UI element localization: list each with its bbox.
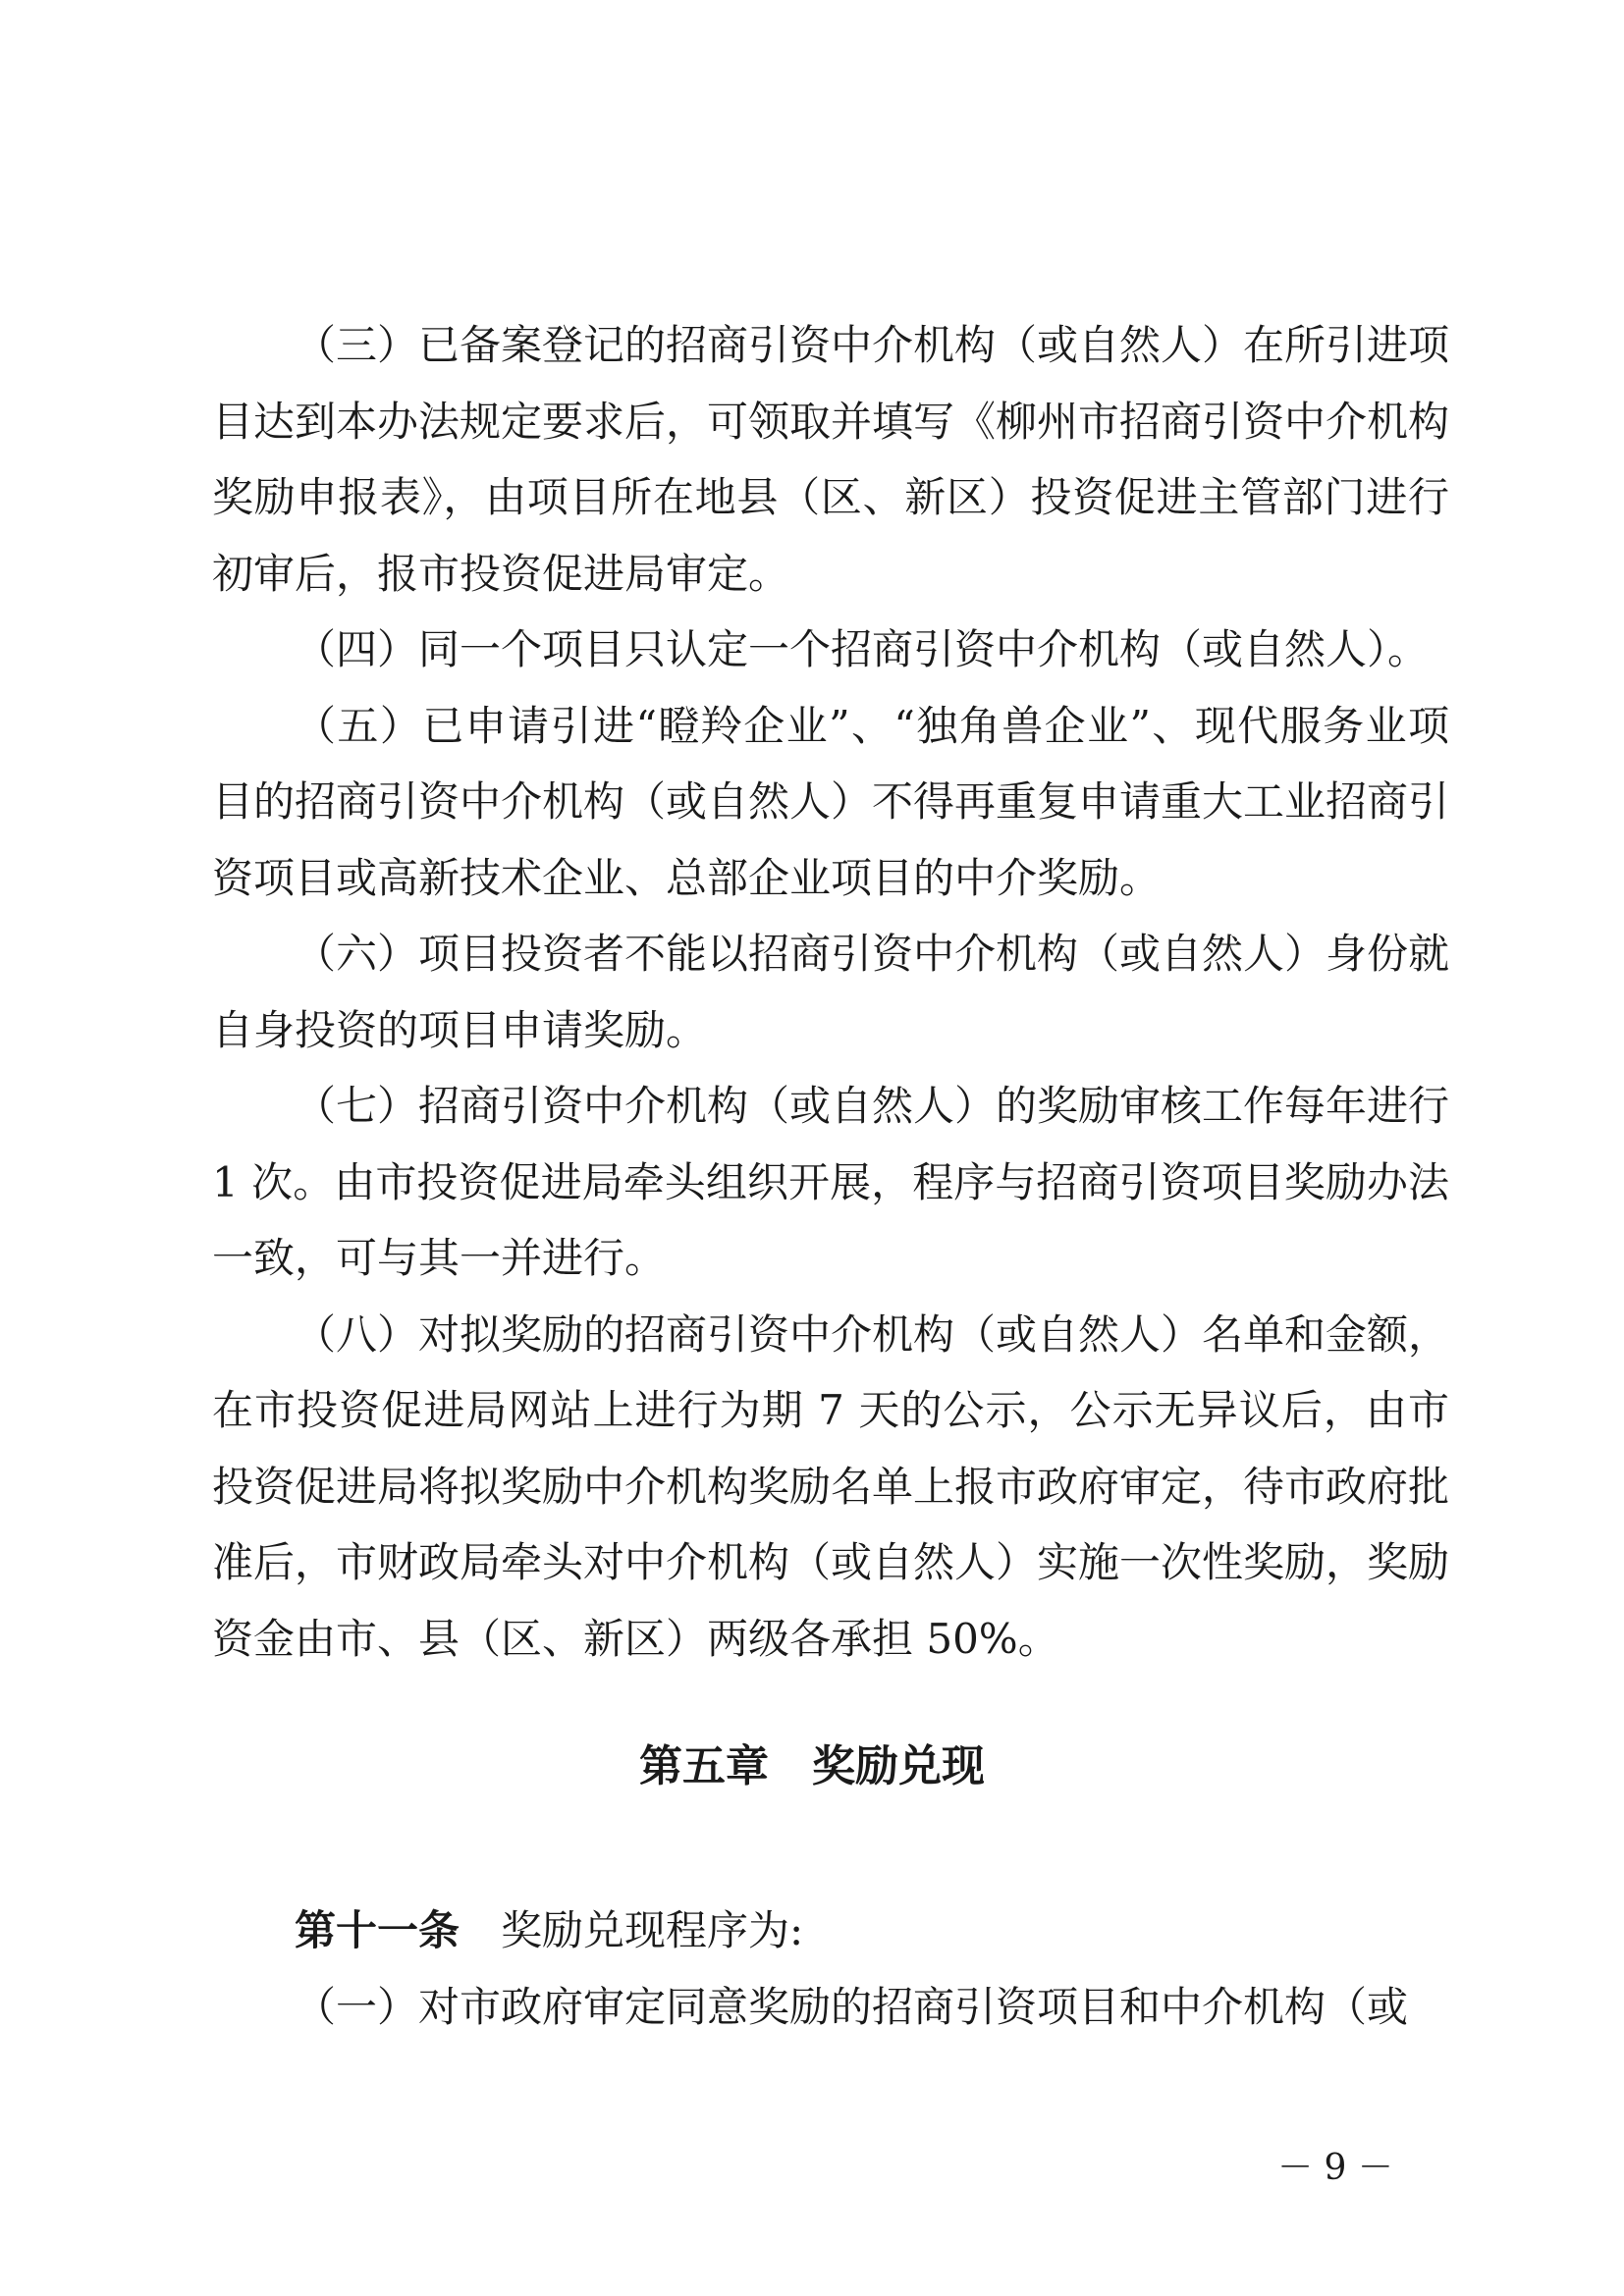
paragraph-3: （三）已备案登记的招商引资中介机构（或自然人）在所引进项目达到本办法规定要求后，可领取并填写《柳州市招商引资中介机构奖励申报表》，由项目所在地县（区、新区）投资促进主管部门进行初审后，报市投资促进局审定。 <box>212 321 1450 598</box>
paragraph-7: （七）招商引资中介机构（或自然人）的奖励审核工作每年进行 1 次。由市投资促进局牵头组织开展，程序与招商引资项目奖励办法一致，可与其一并进行。 <box>212 1082 1450 1282</box>
paragraph-5: （五）已申请引进“瞪羚企业”、“独角兽企业”、现代服务业项目的招商引资中介机构（或自然人）不得再重复申请重大工业招商引资项目或高新技术企业、总部企业项目的中介奖励。 <box>212 701 1450 902</box>
paragraph-4: （四）同一个项目只认定一个招商引资中介机构（或自然人）。 <box>295 625 1430 673</box>
article-label: 第十一条 <box>295 1906 460 1954</box>
chapter-heading: 第五章 奖励兑现 <box>639 1741 985 1791</box>
article-section <box>212 1893 1449 2045</box>
article-text: 奖励兑现程序为: <box>460 1906 804 1954</box>
body-text <box>212 307 1449 1677</box>
page-number: － 9 － <box>1277 2148 1393 2188</box>
paragraph-6: （六）项目投资者不能以招商引资中介机构（或自然人）身份就自身投资的项目申请奖励。 <box>212 930 1450 1054</box>
article-11 <box>212 1893 1449 1969</box>
paragraph-8: （八）对拟奖励的招商引资中介机构（或自然人）名单和金额，在市投资促进局网站上进行为期 7 天的公示，公示无异议后，由市投资促进局将拟奖励中介机构奖励名单上报市政府审定，待市政府批准后，市财政局牵头对中介机构（或自然人）实施一次性奖励，奖励资金由市、县（区、新区）两级各承担 50%。 <box>212 1309 1450 1663</box>
paragraph-1-continued: （一）对市政府审定同意奖励的招商引资项目和中介机构（或 <box>295 1982 1409 2031</box>
